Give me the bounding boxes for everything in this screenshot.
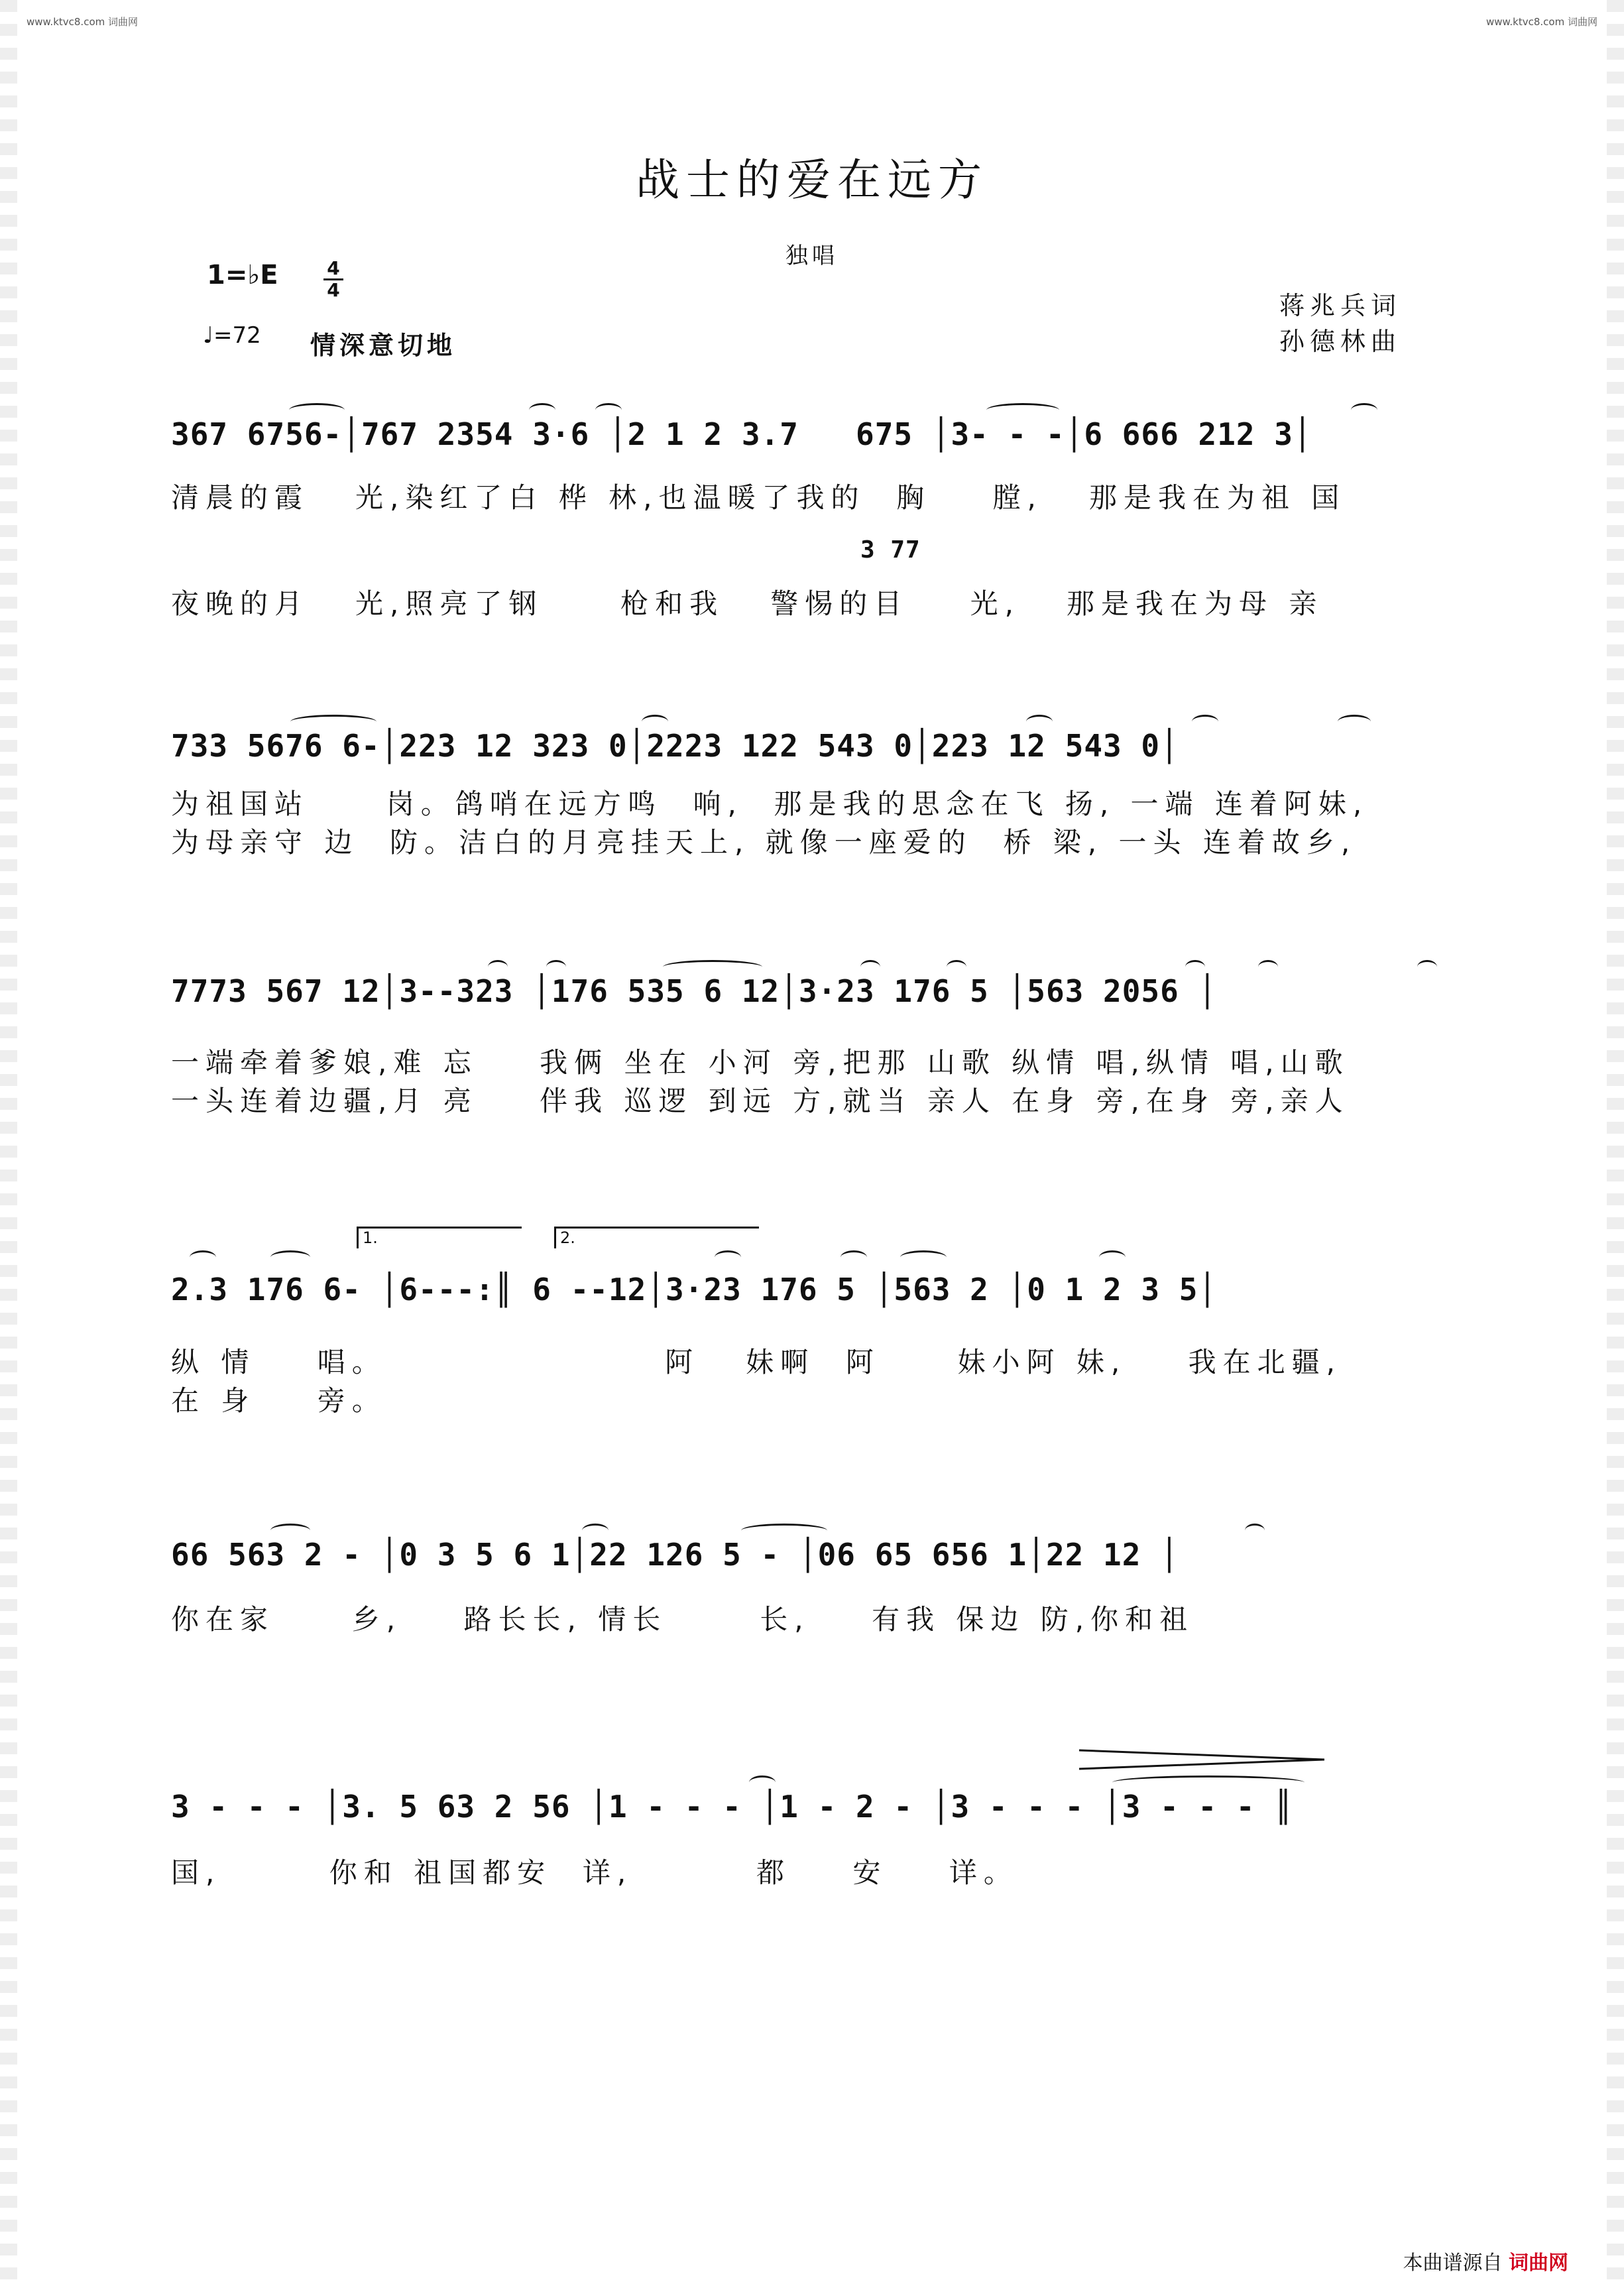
lyrics-verse-1: 国, 你和 祖国都安 详, 都 安 详。 <box>171 1856 1018 1889</box>
lyrics-verse-2: 为母亲守 边 防。洁白的月亮挂天上, 就像一座爱的 桥 梁, 一头 连着故乡, <box>171 826 1357 859</box>
notes-line: 367 6756-│767 2354 3·6 │2 1 2 3.7 675 │3- - -│6 666 212 3│ <box>171 416 1312 452</box>
left-watermark-strip <box>0 0 17 2284</box>
lyrics-verse-2: 夜晚的月 光,照亮了钢 枪和我 警惕的目 光, 那是我在为母 亲 <box>171 587 1324 620</box>
lyrics-verse-1: 清晨的霞 光,染红了白 桦 林,也温暖了我的 胸 膛, 那是我在为祖 国 <box>171 481 1346 514</box>
volta-first-ending: 1. <box>357 1227 522 1248</box>
notes-line: 733 5676 6-│223 12 323 0│2223 122 543 0│223 12 543 0│ <box>171 728 1179 764</box>
lyrics-verse-1: 纵 情 唱。 阿 妹啊 阿 妹小阿 妹, 我在北疆, <box>171 1346 1342 1378</box>
footer-text: 本曲谱源自 <box>1403 2252 1503 2275</box>
expression-mark: 情深意切地 <box>310 331 457 360</box>
right-watermark-strip <box>1607 0 1624 2284</box>
lyrics-verse-1: 你在家 乡, 路长长, 情长 长, 有我 保边 防,你和祖 <box>171 1603 1194 1636</box>
footer-brand-link[interactable]: 词曲网 <box>1509 2252 1568 2275</box>
score-row-4 <box>171 1229 1454 1425</box>
volta-second-ending: 2. <box>554 1227 759 1248</box>
lyrics-verse-2: 在 身 旁。 <box>171 1384 386 1417</box>
footer-source <box>1403 2246 1568 2275</box>
lyrics-verse-1: 一端牵着爹娘,难 忘 我俩 坐在 小河 旁,把那 山歌 纵情 唱,纵情 唱,山歌 <box>171 1046 1350 1079</box>
time-signature-bottom: 4 <box>323 278 343 300</box>
notes-line: 2.3 176 6- │6---:║ 6 --12│3·23 176 5 │563 2 │0 1 2 3 5│ <box>171 1272 1218 1307</box>
notes-line: 66 563 2 - │0 3 5 6 1│22 126 5 - │06 65 656 1│22 12 │ <box>171 1537 1179 1573</box>
lyrics-verse-2: 一头连着边疆,月 亮 伴我 巡逻 到远 方,就当 亲人 在身 旁,在身 旁,亲人 <box>171 1085 1350 1117</box>
decrescendo-hairpin <box>1079 1748 1324 1772</box>
score-row-3 <box>171 961 1454 1134</box>
notes-line: 3 - - - │3. 5 63 2 56 │1 - - - │1 - 2 - │3 - - - │3 - - - ║ <box>171 1789 1293 1825</box>
score-row-1 <box>171 404 1454 620</box>
notes-line: 7773 567 12│3--323 │176 535 6 12│3·23 176 5 │563 2056 │ <box>171 973 1218 1009</box>
composer-credit: 孙德林曲 <box>1279 327 1402 356</box>
score-row-5 <box>171 1525 1454 1664</box>
song-subtitle: 独唱 <box>785 243 839 269</box>
song-title: 战士的爱在远方 <box>636 154 988 206</box>
lyricist-credit: 蒋兆兵词 <box>1279 291 1402 320</box>
score-row-6 <box>171 1777 1454 1909</box>
lyrics-verse-1: 为祖国站 岗。鸽哨在远方鸣 响, 那是我的思念在飞 扬, 一端 连着阿妹, <box>171 788 1369 820</box>
time-signature <box>323 259 343 300</box>
tempo-mark: ♩=72 <box>203 322 261 349</box>
key-signature: 1=♭E <box>207 260 278 290</box>
header-left-source: www.ktvc8.com 词曲网 <box>27 16 139 28</box>
time-signature-top: 4 <box>327 257 340 279</box>
alt-notes: 3 77 <box>860 536 921 564</box>
header-right-source: www.ktvc8.com 词曲网 <box>1485 16 1597 28</box>
score-row-2 <box>171 716 1454 862</box>
